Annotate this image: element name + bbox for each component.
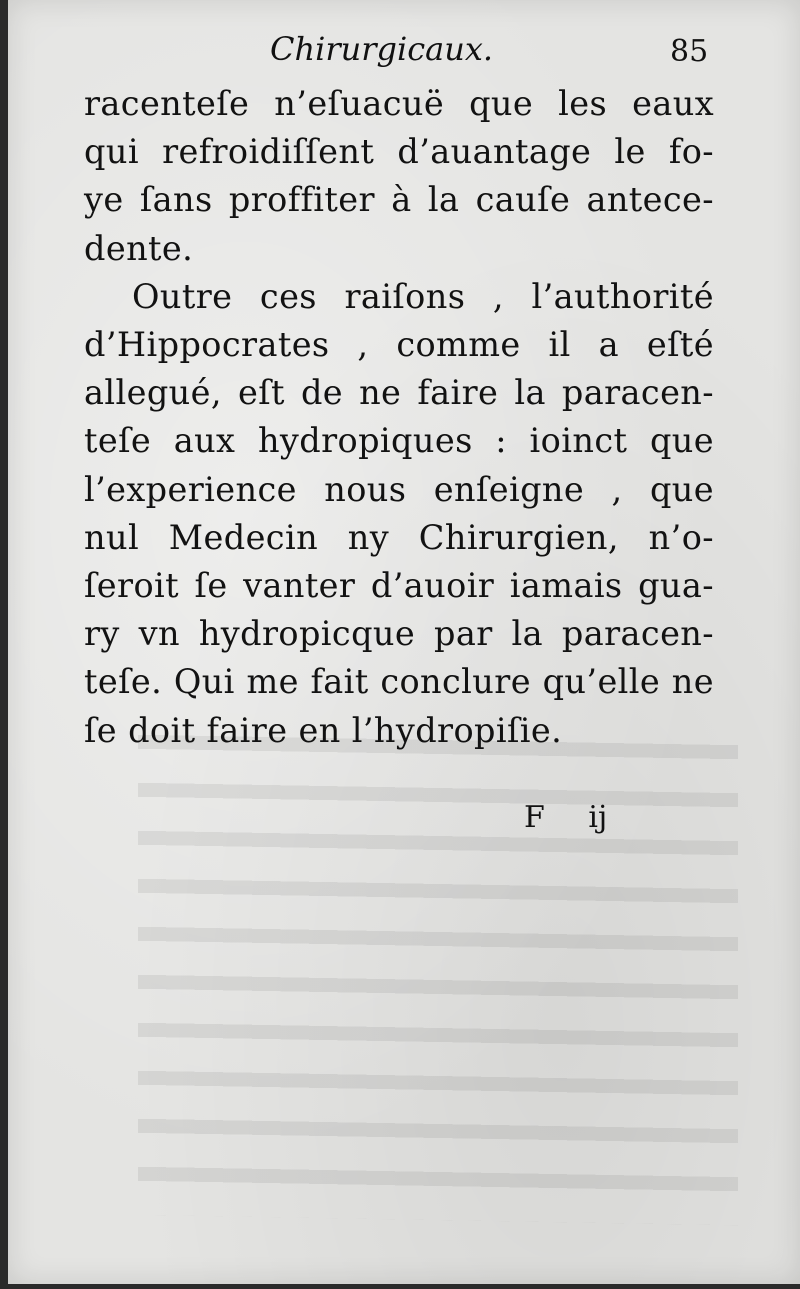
text-line: nul Medecin ny Chirurgien, n’o- (84, 517, 714, 557)
paragraph (84, 273, 714, 755)
text-line: ſeroit ſe vanter d’auoir iamais gua- (84, 566, 714, 606)
text-line: ry vn hydropicque par la paracen- (84, 614, 714, 654)
text-line: ye ſans proffiter à la cauſe antece- (84, 180, 714, 220)
page-number: 85 (670, 34, 709, 69)
show-through-texture (138, 715, 738, 1225)
paragraph (84, 80, 714, 273)
signature-mark (524, 800, 607, 835)
book-page (8, 0, 800, 1284)
running-head (8, 22, 800, 72)
text-line: qui refroidiſſent d’auantage le fo- (84, 132, 714, 172)
signature-letter: F (524, 800, 545, 835)
text-line: teſe. Qui me fait conclure qu’elle ne (84, 662, 714, 702)
text-line: l’experience nous enſeigne , que (84, 469, 714, 509)
text-line: ſe doit faire en l’hydropiſie. (84, 710, 563, 750)
text-line: d’Hippocrates , comme il a eſté (84, 325, 714, 365)
text-line: racenteſe n’eſuacuë que les eaux (84, 84, 714, 123)
text-line: teſe aux hydropiques : ioinct que (84, 421, 714, 461)
text-line: Outre ces raiſons , l’authorité (132, 276, 714, 316)
text-line: allegué, eſt de ne faire la paracen- (84, 373, 714, 413)
signature-numeral: ij (588, 800, 608, 835)
text-line: dente. (84, 228, 194, 268)
body-text (84, 80, 714, 755)
running-title: Chirurgicaux. (270, 30, 494, 68)
